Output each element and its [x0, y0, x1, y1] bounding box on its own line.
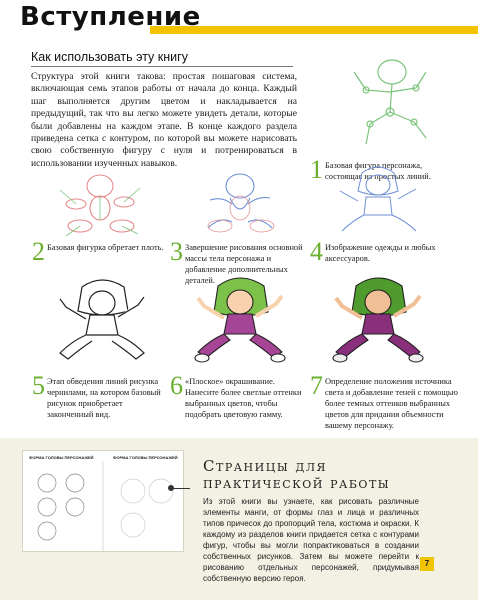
practice-pages-text: Из этой книги вы узнаете, как рисовать различные элементы манги, от формы глаз и лица и различных типов причесок до пропорций тела, костюма и окраски. К каждому из разделов книги придается сетка с контурами фигур, чтобы вы могли попрактиковаться в создании собственных рисунков. Затем вы можете перейти к рисованию отдельных персонажей, придумывая собственную версию героя.	[203, 497, 419, 583]
practice-title-line-1: Страницы для	[203, 457, 327, 475]
step-number: 6	[170, 371, 183, 400]
step-caption: «Плоское» окрашивание. Нанесите более светлые оттенки выбранных цветов, чтобы подобрать цветовую гамму.	[185, 377, 302, 419]
practice-page-thumbnail	[22, 450, 184, 552]
figure-step-4-clothing	[318, 165, 438, 240]
section-heading: Как использовать эту книгу	[31, 50, 188, 64]
page-number: 7	[420, 557, 434, 571]
step-7	[310, 371, 460, 431]
step-number: 1	[310, 155, 323, 184]
practice-pages-title	[203, 458, 390, 492]
figure-step-5-ink	[42, 275, 162, 365]
figure-step-1-skeleton	[330, 50, 450, 150]
callout-line	[172, 488, 190, 489]
step-2	[32, 237, 167, 266]
step-number: 4	[310, 237, 323, 266]
page-header	[0, 0, 478, 38]
section-divider	[31, 66, 293, 67]
step-caption: Изображение одежды и любых аксессуаров.	[325, 243, 436, 263]
intro-paragraph: Структура этой книги такова: простая пошаговая система, включающая семь этапов работы от начала до конца. Каждый шаг выполняется другим цветом и накладывается на предыдущий, так что вы легко можете увидеть детали, которые были добавлены на каждом этапе. В конце каждого раздела приведена сетка с контуром, по которой вы можете нарисовать свою собственную фигуру с нуля и потренироваться в использовании изученных навыков.	[31, 71, 297, 169]
step-4	[310, 237, 460, 266]
step-caption: Базовая фигурка обретает плоть.	[47, 243, 164, 252]
figure-step-3-body	[180, 170, 300, 240]
thumbnail-heading-left: ФОРМА ГОЛОВЫ ПЕРСОНАЖЕЙ	[29, 455, 94, 460]
figure-step-7-shaded	[318, 272, 438, 367]
step-6	[170, 371, 310, 420]
practice-title-line-2: практической работы	[203, 474, 391, 492]
figure-step-2-volume	[40, 170, 160, 240]
step-caption: Базовая фигура персонажа, состоящая из простых линий.	[325, 161, 431, 181]
thumbnail-heading-right: ФОРМА ГОЛОВЫ ПЕРСОНАЖЕЙ	[113, 455, 178, 460]
thumbnail-sketches	[23, 461, 183, 551]
step-caption: Определение положения источника света и добавление теней с помощью более темных оттенков выбранных цветов для придания объемности вашему персонажу.	[325, 377, 458, 430]
step-number: 7	[310, 371, 323, 400]
step-number: 5	[32, 371, 45, 400]
step-number: 2	[32, 237, 45, 266]
step-5	[32, 371, 167, 420]
step-caption: Этап обведения линий рисунка чернилами, на котором базовый рисунок приобретает законченный вид.	[47, 377, 161, 419]
step-caption: Завершение рисования основной массы тела персонажа и добавление дополнительных деталей.	[185, 243, 303, 285]
page-title: Вступление	[20, 2, 201, 32]
figure-step-6-flat-color	[180, 272, 300, 367]
step-number: 3	[170, 237, 183, 266]
